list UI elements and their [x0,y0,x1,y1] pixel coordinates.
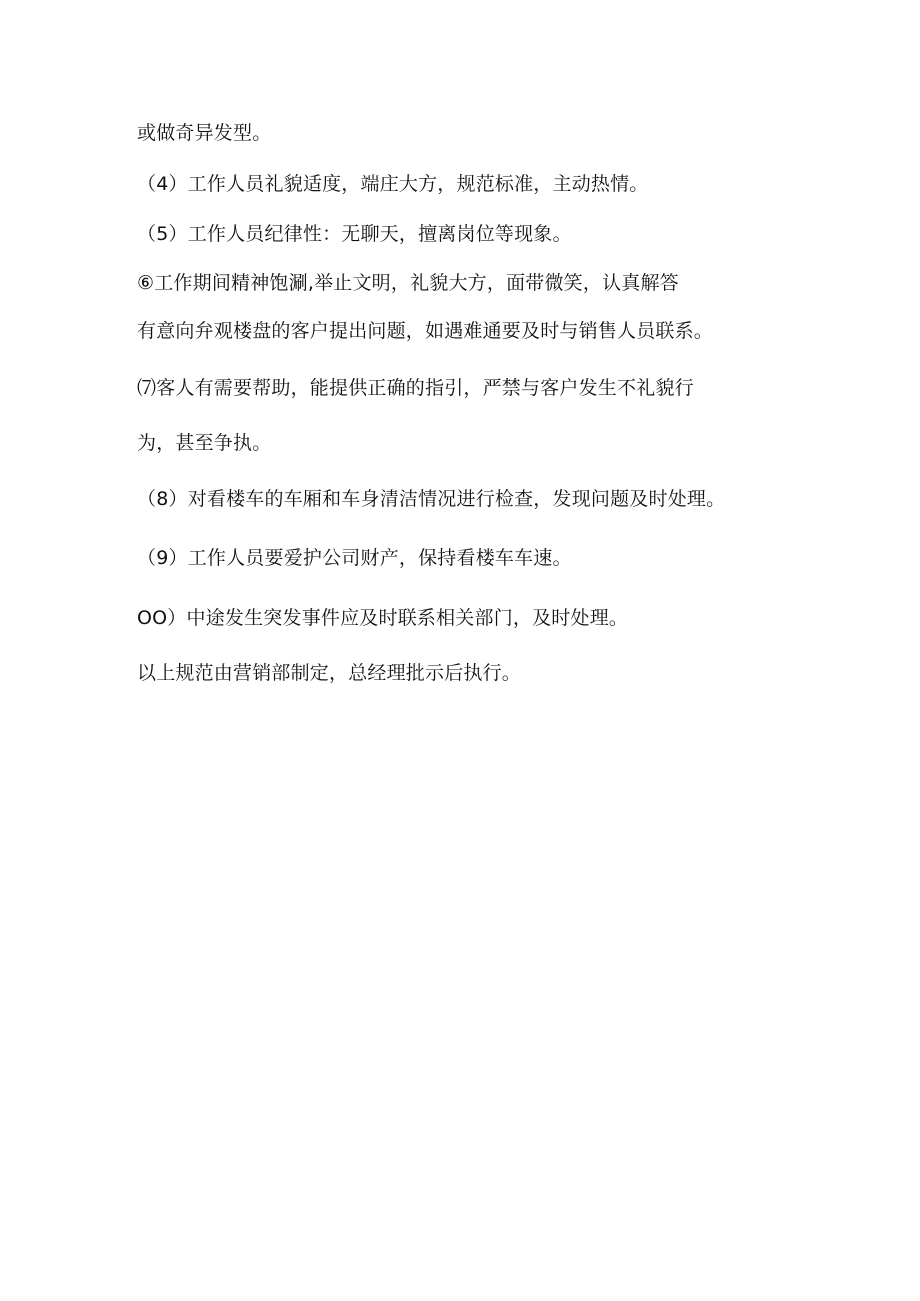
text-line: ⑥工作期间精神饱涮,举止文明，礼貌大方，面带微笑，认真解答 [137,272,679,294]
text-line: 为，甚至争执。 [137,432,272,454]
text-line: 以上规范由营销部制定，总经理批示后执行。 [137,662,522,684]
text-line: ⑺客人有需要帮助，能提供正确的指引，严禁与客户发生不礼貌行 [137,377,694,399]
text-line: （9）工作人员要爱护公司财产，保持看楼车车速。 [137,547,572,569]
text-line: OO）中途发生突发事件应及时联系相关部门，及时处理。 [137,607,629,629]
text-line: 或做奇异发型。 [137,122,272,144]
text-line: （5）工作人员纪律性：无聊天，擅离岗位等现象。 [137,223,572,245]
text-line: （8）对看楼车的车厢和车身清洁情况进行检查，发现问题及时处理。 [137,488,726,510]
text-line: 有意向弁观楼盘的客户提出问题，如遇难通要及时与销售人员联系。 [137,320,714,342]
text-line: （4）工作人员礼貌适度，端庄大方，规范标准，主动热情。 [137,173,649,195]
